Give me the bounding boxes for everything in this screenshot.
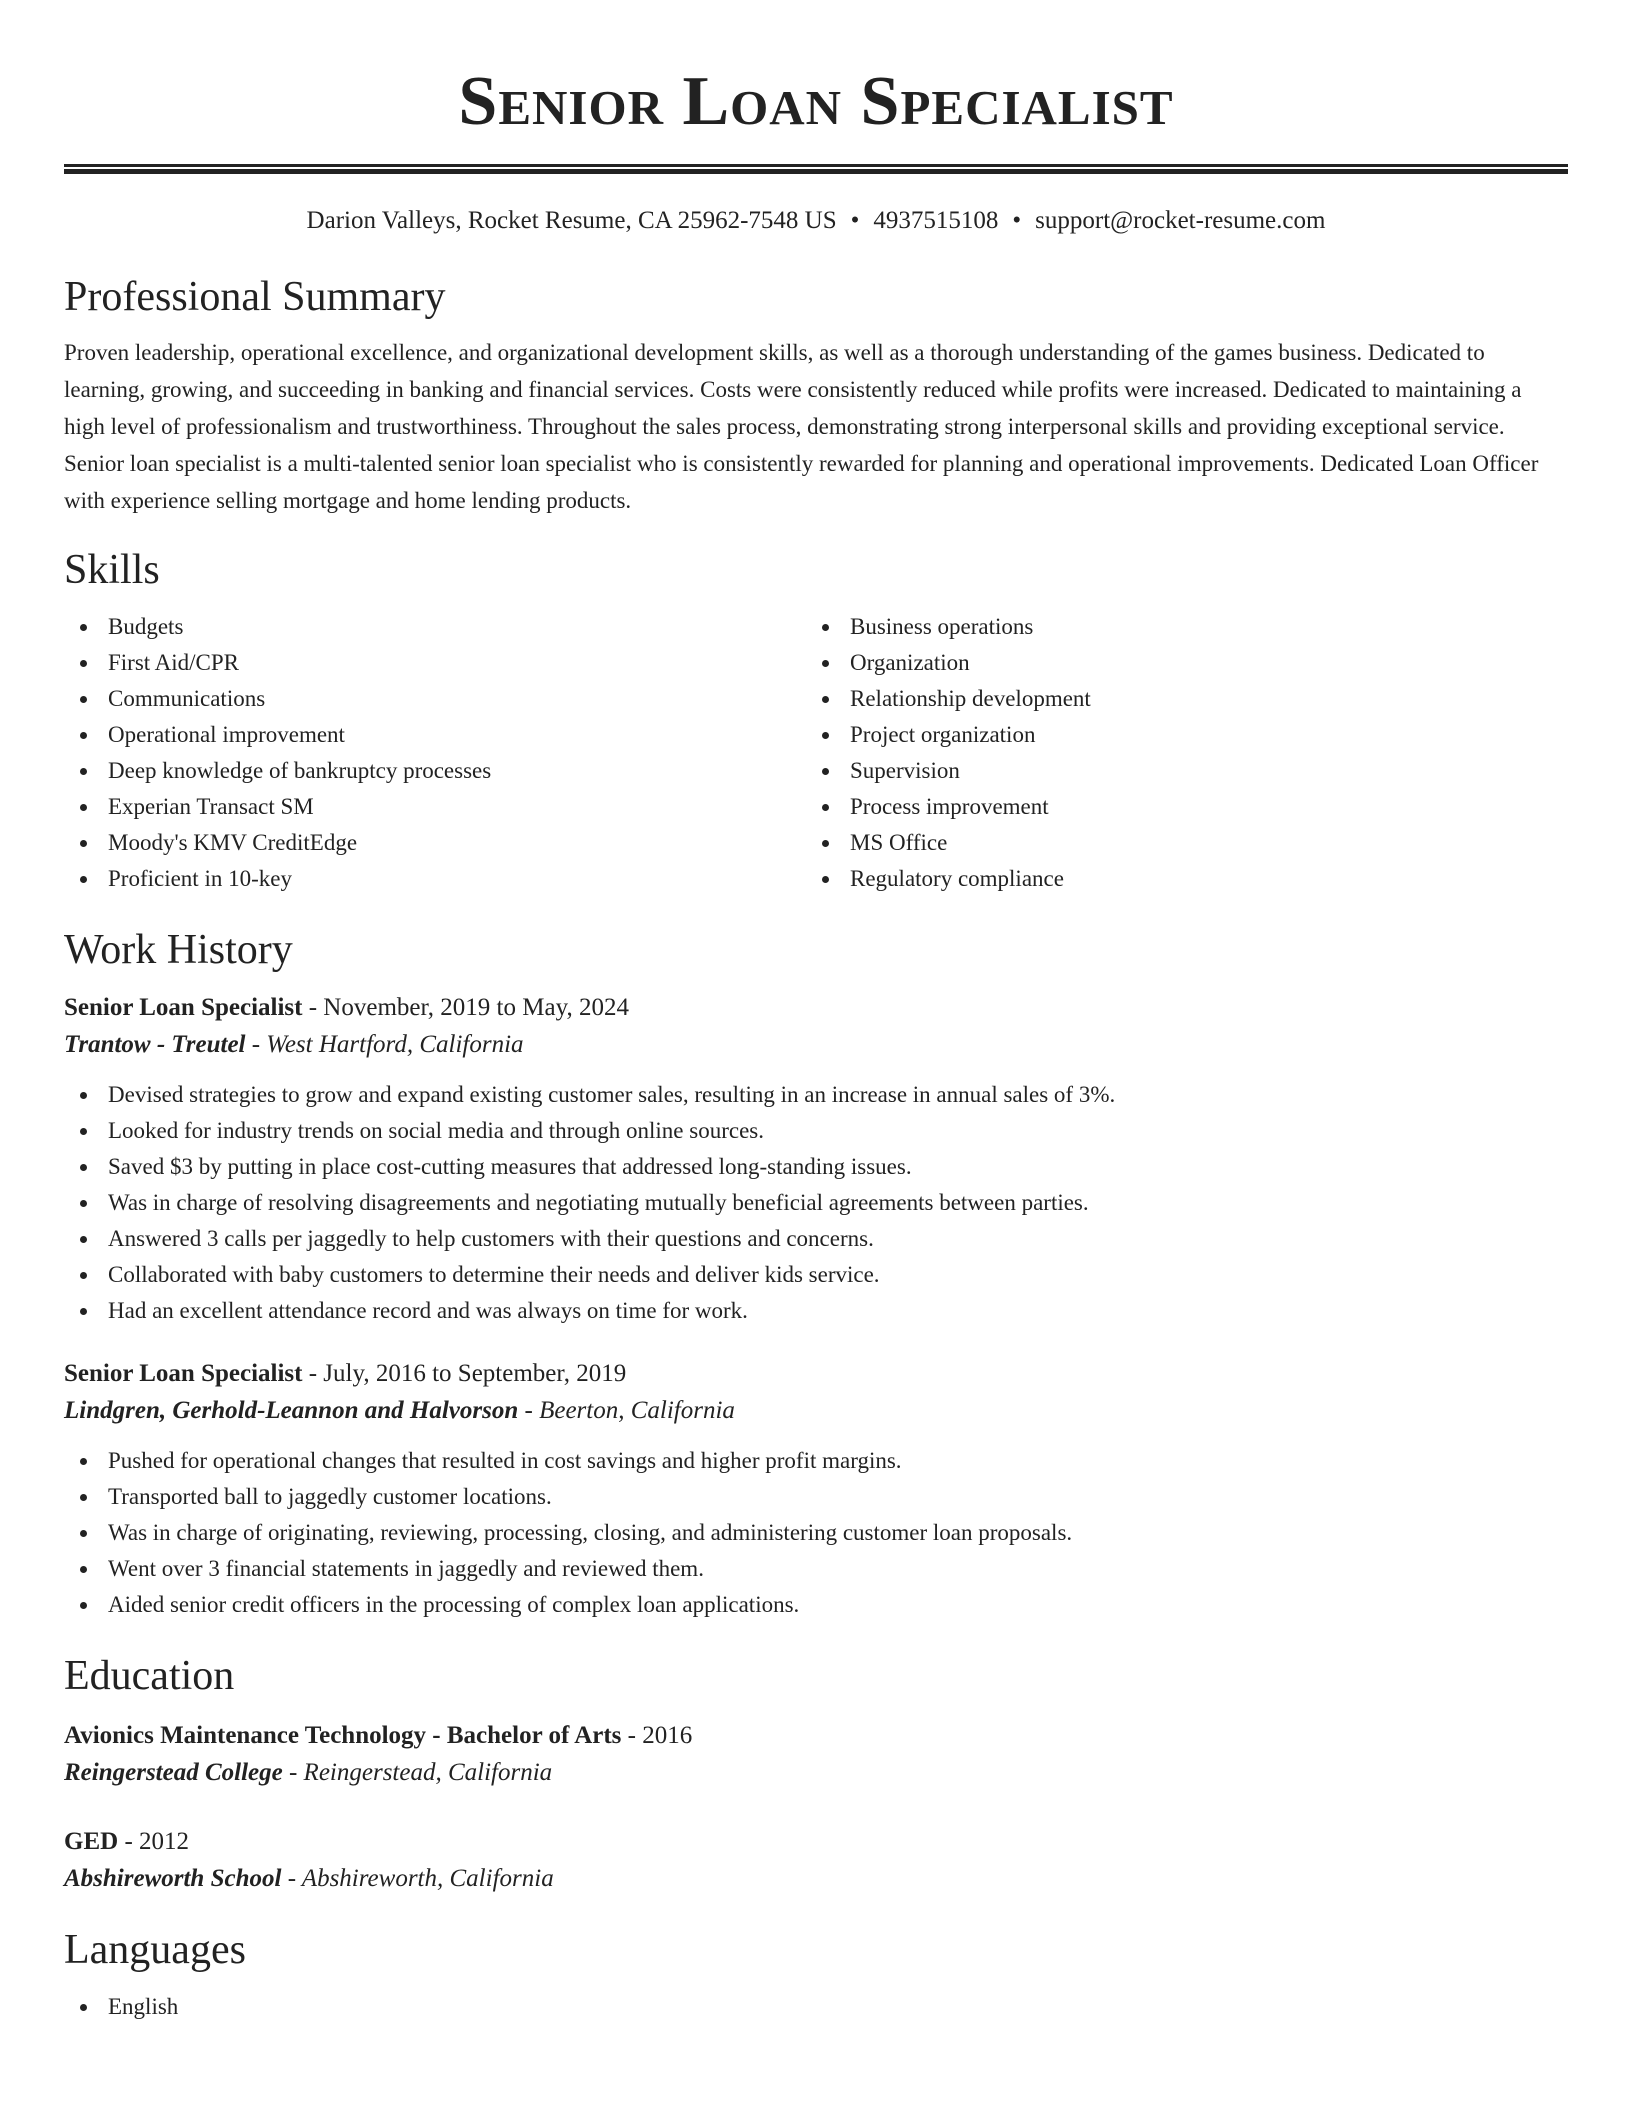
- skill-item: Business operations: [806, 609, 1548, 645]
- education-heading: Education: [64, 1653, 235, 1699]
- contact-separator: •: [850, 207, 860, 234]
- job-entry: [64, 989, 1568, 1329]
- skill-item: Regulatory compliance: [806, 861, 1548, 897]
- skill-item: Project organization: [806, 717, 1548, 753]
- resume-title: Senior Loan Specialist: [458, 63, 1174, 140]
- skill-item: First Aid/CPR: [64, 645, 806, 681]
- job-title-line: [64, 1355, 1568, 1392]
- job-title: Senior Loan Specialist: [64, 1360, 303, 1387]
- education-entry: [64, 1823, 1568, 1897]
- job-company-line: [64, 1026, 1568, 1063]
- contact-email: support@rocket-resume.com: [1035, 207, 1326, 234]
- skill-item: Proficient in 10-key: [64, 861, 806, 897]
- job-duty: Looked for industry trends on social media and through online sources.: [64, 1113, 1568, 1149]
- job-duty: Pushed for operational changes that resulted in cost savings and higher profit margins.: [64, 1443, 1568, 1479]
- job-duty: Was in charge of originating, reviewing, processing, closing, and administering customer loan proposals.: [64, 1515, 1568, 1551]
- job-title: Senior Loan Specialist: [64, 994, 303, 1021]
- job-duty: Devised strategies to grow and expand existing customer sales, resulting in an increase in annual sales of 3%.: [64, 1077, 1568, 1113]
- languages-list: [64, 1989, 1568, 2025]
- job-location: - Beerton, California: [518, 1397, 735, 1424]
- skill-item: Experian Transact SM: [64, 789, 806, 825]
- contact-address: Darion Valleys, Rocket Resume, CA 25962-7548 US: [306, 207, 837, 234]
- contact-separator: •: [1012, 207, 1022, 234]
- job-title-line: [64, 989, 1568, 1026]
- skill-item: Relationship development: [806, 681, 1548, 717]
- school-line: [64, 1860, 1568, 1897]
- work-history-section: [64, 925, 1568, 1623]
- skills-heading: Skills: [64, 547, 160, 593]
- job-dates: - November, 2019 to May, 2024: [302, 994, 629, 1021]
- degree-year: - 2012: [118, 1828, 190, 1855]
- contact-phone: 4937515108: [873, 207, 999, 234]
- skill-item: Moody's KMV CreditEdge: [64, 825, 806, 861]
- job-location: - West Hartford, California: [245, 1031, 524, 1058]
- skill-item: Communications: [64, 681, 806, 717]
- language-item: English: [64, 1989, 1568, 2025]
- education-section: [64, 1651, 1568, 1897]
- degree-line: [64, 1717, 1568, 1754]
- job-duty: Transported ball to jaggedly customer locations.: [64, 1479, 1568, 1515]
- job-dates: - July, 2016 to September, 2019: [302, 1360, 627, 1387]
- job-duty: Saved $3 by putting in place cost-cutting measures that addressed long-standing issues.: [64, 1149, 1568, 1185]
- skill-item: Process improvement: [806, 789, 1548, 825]
- skill-item: MS Office: [806, 825, 1548, 861]
- skill-item: Budgets: [64, 609, 806, 645]
- languages-heading: Languages: [64, 1927, 246, 1973]
- skills-section: [64, 545, 1568, 897]
- job-duty: Collaborated with baby customers to determine their needs and deliver kids service.: [64, 1257, 1568, 1293]
- title-divider: [64, 164, 1568, 174]
- degree-name: Avionics Maintenance Technology - Bachelor of Arts: [64, 1722, 622, 1749]
- job-duty: Answered 3 calls per jaggedly to help customers with their questions and concerns.: [64, 1221, 1568, 1257]
- skill-item: Supervision: [806, 753, 1548, 789]
- skill-item: Organization: [806, 645, 1548, 681]
- job-entry: [64, 1355, 1568, 1623]
- degree-line: [64, 1823, 1568, 1860]
- school-location: - Abshireworth, California: [281, 1865, 554, 1892]
- job-duties-list: [64, 1077, 1568, 1329]
- school-line: [64, 1754, 1568, 1791]
- summary-text: Proven leadership, operational excellence, and organizational development skills, as well as a thorough understanding of the games business. Dedicated to learning, growing, and succeeding in banking and financial services. Costs were consistently reduced while profits were increased. Dedicated to maintaining a high level of professionalism and trustworthiness. Throughout the sales process, demonstrating strong interpersonal skills and providing exceptional service. Senior loan specialist is a multi-talented senior loan specialist who is consistently rewarded for planning and operational improvements. Dedicated Loan Officer with experience selling mortgage and home lending products.: [64, 340, 1539, 513]
- job-duty: Went over 3 financial statements in jaggedly and reviewed them.: [64, 1551, 1568, 1587]
- job-duty: Aided senior credit officers in the processing of complex loan applications.: [64, 1587, 1568, 1623]
- languages-section: [64, 1925, 1568, 2025]
- contact-line: [64, 204, 1568, 238]
- school-location: - Reingerstead, California: [282, 1759, 553, 1786]
- job-company-line: [64, 1392, 1568, 1429]
- education-entry: [64, 1717, 1568, 1791]
- skill-item: Deep knowledge of bankruptcy processes: [64, 753, 806, 789]
- job-duty: Had an excellent attendance record and was always on time for work.: [64, 1293, 1568, 1329]
- school-name: Abshireworth School: [64, 1865, 282, 1892]
- job-company: Trantow - Treutel: [64, 1031, 246, 1058]
- skills-grid: [64, 609, 1568, 897]
- degree-name: GED: [64, 1828, 119, 1855]
- job-company: Lindgren, Gerhold-Leannon and Halvorson: [64, 1397, 519, 1424]
- skill-item: Operational improvement: [64, 717, 806, 753]
- work-history-heading: Work History: [64, 927, 293, 973]
- summary-section: [64, 272, 1568, 519]
- skills-list-right: [806, 609, 1548, 897]
- job-duties-list: [64, 1443, 1568, 1623]
- job-duty: Was in charge of resolving disagreements and negotiating mutually beneficial agreements between parties.: [64, 1185, 1568, 1221]
- skills-list-left: [64, 609, 806, 897]
- summary-heading: Professional Summary: [64, 274, 446, 320]
- degree-year: - 2016: [621, 1722, 693, 1749]
- school-name: Reingerstead College: [64, 1759, 283, 1786]
